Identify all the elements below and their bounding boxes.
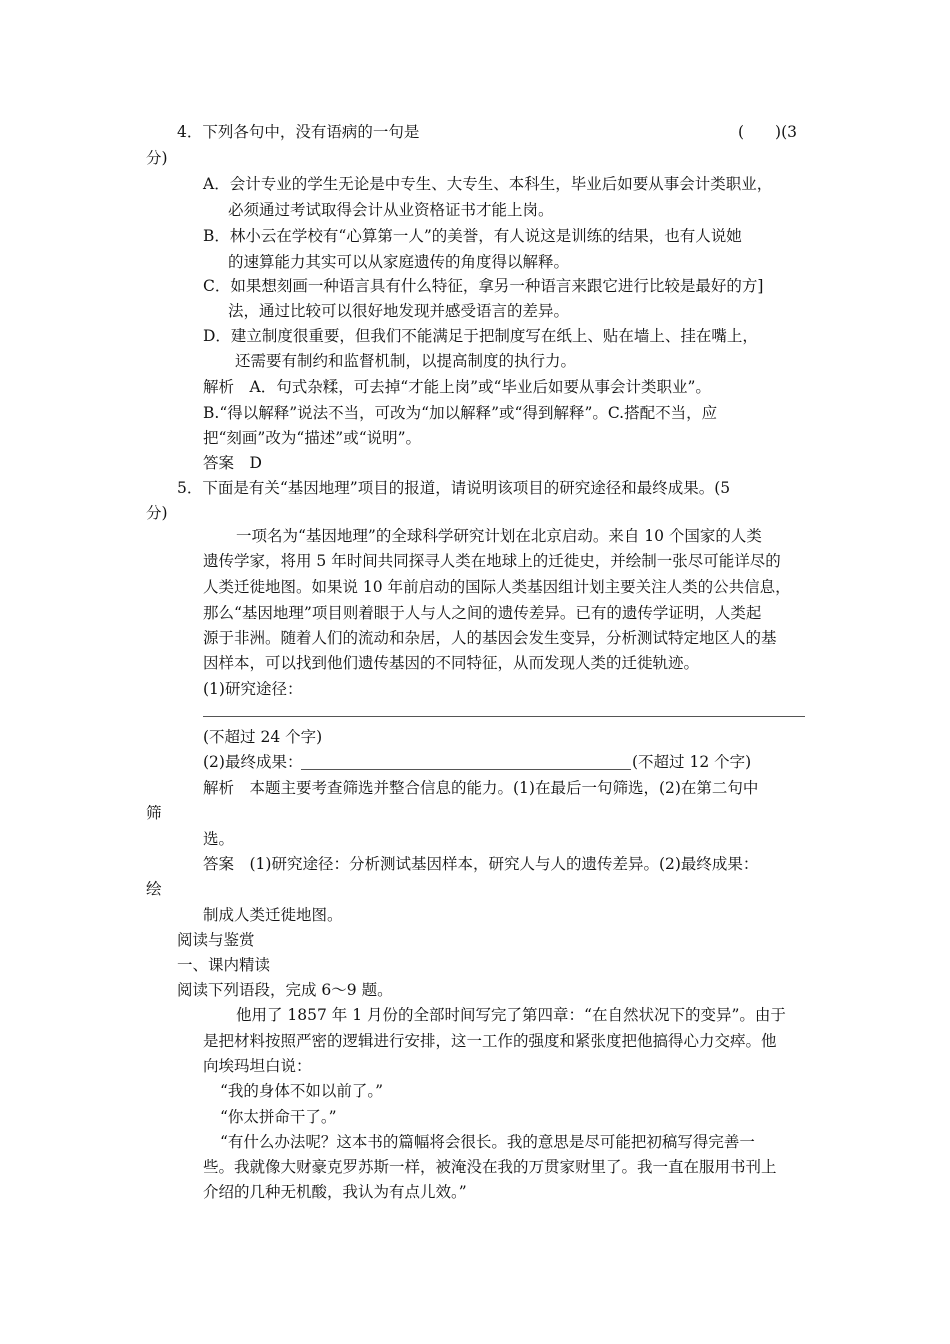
reading-passage-line: 些。我就像大财豪克罗苏斯一样，被淹没在我的万贯家财里了。我一直在服用书刊上 [203, 1158, 777, 1176]
q5-passage-line: 那么“基因地理”项目则着眼于人与人之间的遗传差异。已有的遗传学证明，人类起 [203, 604, 762, 622]
q5-analysis-wrap: 筛 [146, 804, 162, 822]
q5-sub2-limit: (不超过 12 个字) [632, 753, 752, 771]
q5-sub1-limit: (不超过 24 个字) [203, 728, 323, 746]
reading-section-title: 一、课内精读 [177, 956, 271, 974]
q5-sub1-label: (1)研究途径： [203, 680, 303, 698]
q4-option-c-cont: 法，通过比较可以很好地发现并感受语言的差异。 [228, 302, 570, 320]
q4-answer: 答案 D [203, 454, 262, 472]
q5-passage-line: 遗传学家，将用 5 年时间共同探寻人类在地球上的迁徙史，并绘制一张尽可能详尽的 [203, 552, 781, 570]
q4-analysis-cont: B.“得以解释”说法不当，可改为“加以解释”或“得到解释”。C.搭配不当，应 [203, 404, 718, 422]
q5-answer-wrap: 绘 [146, 880, 162, 898]
q4-option-a-cont: 必须通过考试取得会计从业资格证书才能上岗。 [228, 201, 554, 219]
q5-answer-cont: 制成人类迁徙地图。 [203, 906, 343, 924]
q4-marker-cont: 分) [146, 149, 168, 167]
q4-option-b: B．林小云在学校有“心算第一人”的美誉，有人说这是训练的结果，也有人说她 [203, 227, 742, 245]
reading-passage-line: “有什么办法呢？这本书的篇幅将会很长。我的意思是尽可能把初稿写得完善一 [220, 1133, 755, 1151]
q5-answer: 答案 (1)研究途径：分析测试基因样本，研究人与人的遗传差异。(2)最终成果： [203, 855, 759, 873]
q4-option-d-cont: 还需要有制约和监督机制，以提高制度的执行力。 [235, 352, 577, 370]
q5-stem-cont: 分) [146, 504, 168, 522]
q5-sub1-answer-line [203, 716, 805, 717]
reading-dialogue-line: “你太拼命干了。” [220, 1108, 337, 1126]
q5-passage-line: 一项名为“基因地理”的全球科学研究计划在北京启动。来自 10 个国家的人类 [236, 527, 762, 545]
reading-passage-line: 他用了 1857 年 1 月份的全部时间写完了第四章：“在自然状况下的变异”。由于 [236, 1006, 786, 1024]
reading-dialogue-line: “我的身体不如以前了。” [220, 1082, 384, 1100]
q5-sub2-label: (2)最终成果： [203, 753, 303, 771]
q5-stem: 5．下面是有关“基因地理”项目的报道，请说明该项目的研究途径和最终成果。(5 [177, 479, 731, 497]
q4-option-b-cont: 的速算能力其实可以从家庭遗传的角度得以解释。 [228, 253, 570, 271]
q4-analysis-end: 把“刻画”改为“描述”或“说明”。 [203, 429, 422, 447]
reading-heading: 阅读与鉴赏 [177, 931, 255, 949]
reading-passage-line: 向埃玛坦白说： [203, 1057, 312, 1075]
reading-passage-line: 是把材料按照严密的逻辑进行安排，这一工作的强度和紧张度把他搞得心力交瘁。他 [203, 1032, 777, 1050]
reading-passage-line: 介绍的几种无机酸，我认为有点儿效。” [203, 1183, 467, 1201]
q5-analysis-cont: 选。 [203, 830, 235, 848]
q5-passage-line: 因样本，可以找到他们遗传基因的不同特征，从而发现人类的迁徙轨迹。 [203, 654, 700, 672]
q5-sub2-answer-line [301, 769, 631, 770]
q4-option-a: A．会计专业的学生无论是中专生、大专生、本科生，毕业后如要从事会计类职业， [203, 175, 773, 193]
q5-passage-line: 源于非洲。随着人们的流动和杂居，人的基因会发生变异，分析测试特定地区人的基 [203, 629, 777, 647]
reading-instruction: 阅读下列语段，完成 6～9 题。 [177, 981, 393, 999]
q4-stem: 4．下列各句中，没有语病的一句是 [177, 123, 420, 141]
q4-option-d: D．建立制度很重要，但我们不能满足于把制度写在纸上、贴在墙上、挂在嘴上， [203, 327, 758, 345]
q4-answer-marker: ( )(3 [738, 123, 798, 141]
q5-passage-line: 人类迁徙地图。如果说 10 年前启动的国际人类基因组计划主要关注人类的公共信息， [203, 578, 791, 596]
q4-option-c: C．如果想刻画一种语言具有什么特征，拿另一种语言来跟它进行比较是最好的方] [203, 277, 764, 295]
q4-analysis: 解析 A．句式杂糅，可去掉“才能上岗”或“毕业后如要从事会计类职业”。 [203, 378, 711, 396]
q5-analysis: 解析 本题主要考查筛选并整合信息的能力。(1)在最后一句筛选，(2)在第二句中 [203, 779, 759, 797]
